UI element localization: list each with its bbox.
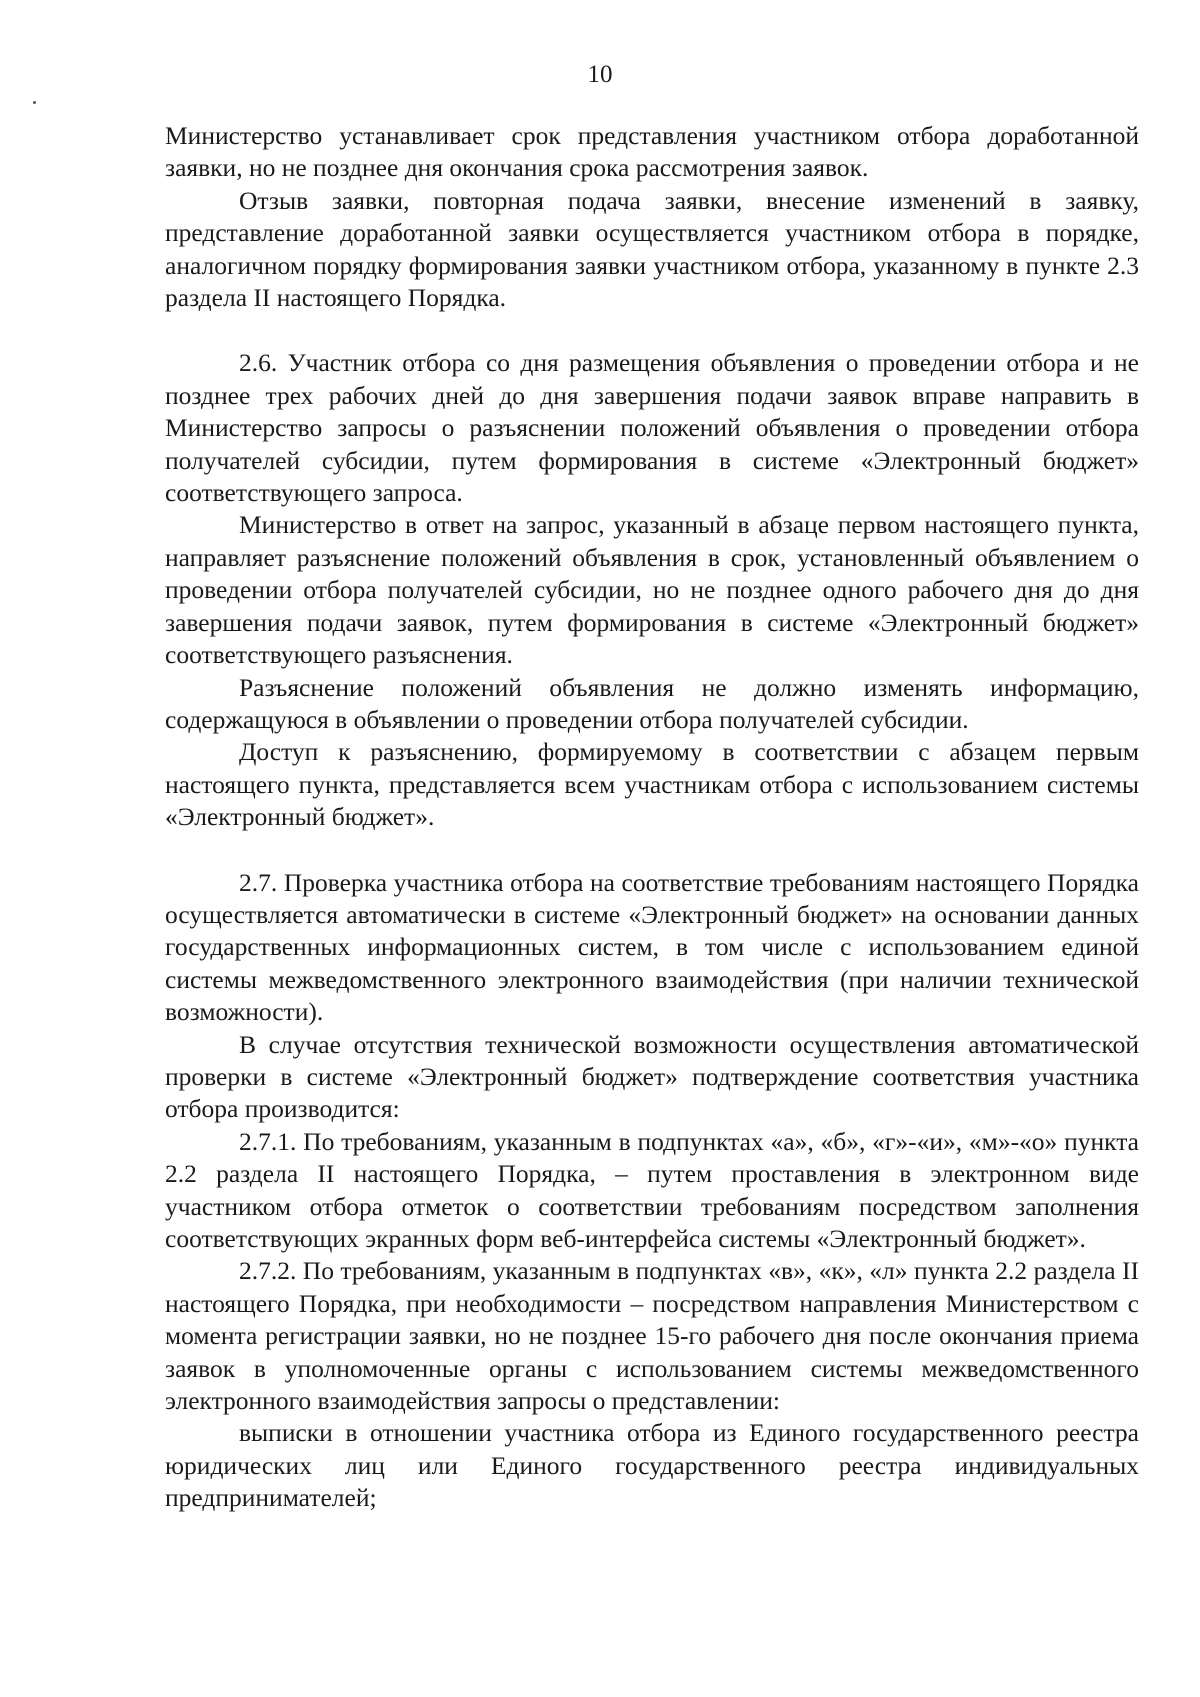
scan-speck (33, 101, 36, 104)
paragraph-clarification-access: Доступ к разъяснению, формируемому в соответствии с абзацем первым настоящего пункта, представляется всем участникам отбора с использованием системы «Электронный бюджет». (165, 737, 1139, 832)
paragraph-2-7: 2.7. Проверка участника отбора на соответствие требованиям настоящего Порядка осуществляется автоматически в системе «Электронный бюджет» на основании данных государственных информационных систем, в том числе с использованием единой системы межведомственного электронного взаимодействия (при наличии технической возможности). (165, 867, 1139, 1027)
document-body (165, 120, 1139, 1515)
paragraph-2-7-1: 2.7.1. По требованиям, указанным в подпунктах «а», «б», «г»-«и», «м»-«о» пункта 2.2 раздела II настоящего Порядка, – путем проставления в электронном виде участником отбора отметок о соответствии требованиям посредством заполнения соответствующих экранных форм веб-интерфейса системы «Электронный бюджет». (165, 1126, 1139, 1253)
paragraph-2-6: 2.6. Участник отбора со дня размещения объявления о проведении отбора и не позднее трех рабочих дней до дня завершения подачи заявок вправе направить в Министерство запросы о разъяснении положений объявления о проведении отбора получателей субсидии, путем формирования в системе «Электронный бюджет» соответствующего запроса. (165, 348, 1139, 508)
paragraph-clarification-limits: Разъяснение положений объявления не должно изменять информацию, содержащуюся в объявлении о проведении отбора получателей субсидии. (165, 672, 1139, 734)
paragraph-ministry-response: Министерство в ответ на запрос, указанный в абзаце первом настоящего пункта, направляет разъяснение положений объявления в срок, установленный объявлением о проведении отбора получателей субсидии, но не позднее одного рабочего дня до дня завершения подачи заявок, путем формирования в системе «Электронный бюджет» соответствующего разъяснения. (165, 510, 1139, 670)
paragraph-manual-check: В случае отсутствия технической возможности осуществления автоматической проверки в системе «Электронный бюджет» подтверждение соответствия участника отбора производится: (165, 1029, 1139, 1124)
paragraph-withdrawal-procedure: Отзыв заявки, повторная подача заявки, внесение изменений в заявку, представление доработанной заявки осуществляется участником отбора в порядке, аналогичном порядку формирования заявки участником отбора, указанному в пункте 2.3 раздела II настоящего Порядка. (165, 185, 1139, 313)
paragraph-2-7-2: 2.7.2. По требованиям, указанным в подпунктах «в», «к», «л» пункта 2.2 раздела II настоящего Порядка, при необходимости – посредством направления Министерством с момента регистрации заявки, но не позднее 15-го рабочего дня после окончания приема заявок в уполномоченные органы с использованием системы межведомственного электронного взаимодействия запросы о представлении: (165, 1256, 1139, 1416)
paragraph-deadline-revised-application: Министерство устанавливает срок представления участником отбора доработанной заявки, но не позднее дня окончания срока рассмотрения заявок. (165, 121, 1139, 183)
paragraph-registry-extract: выписки в отношении участника отбора из Единого государственного реестра юридических лиц или Единого государственного реестра индивидуальных предпринимателей; (165, 1418, 1139, 1513)
page-number: 10 (587, 61, 613, 88)
